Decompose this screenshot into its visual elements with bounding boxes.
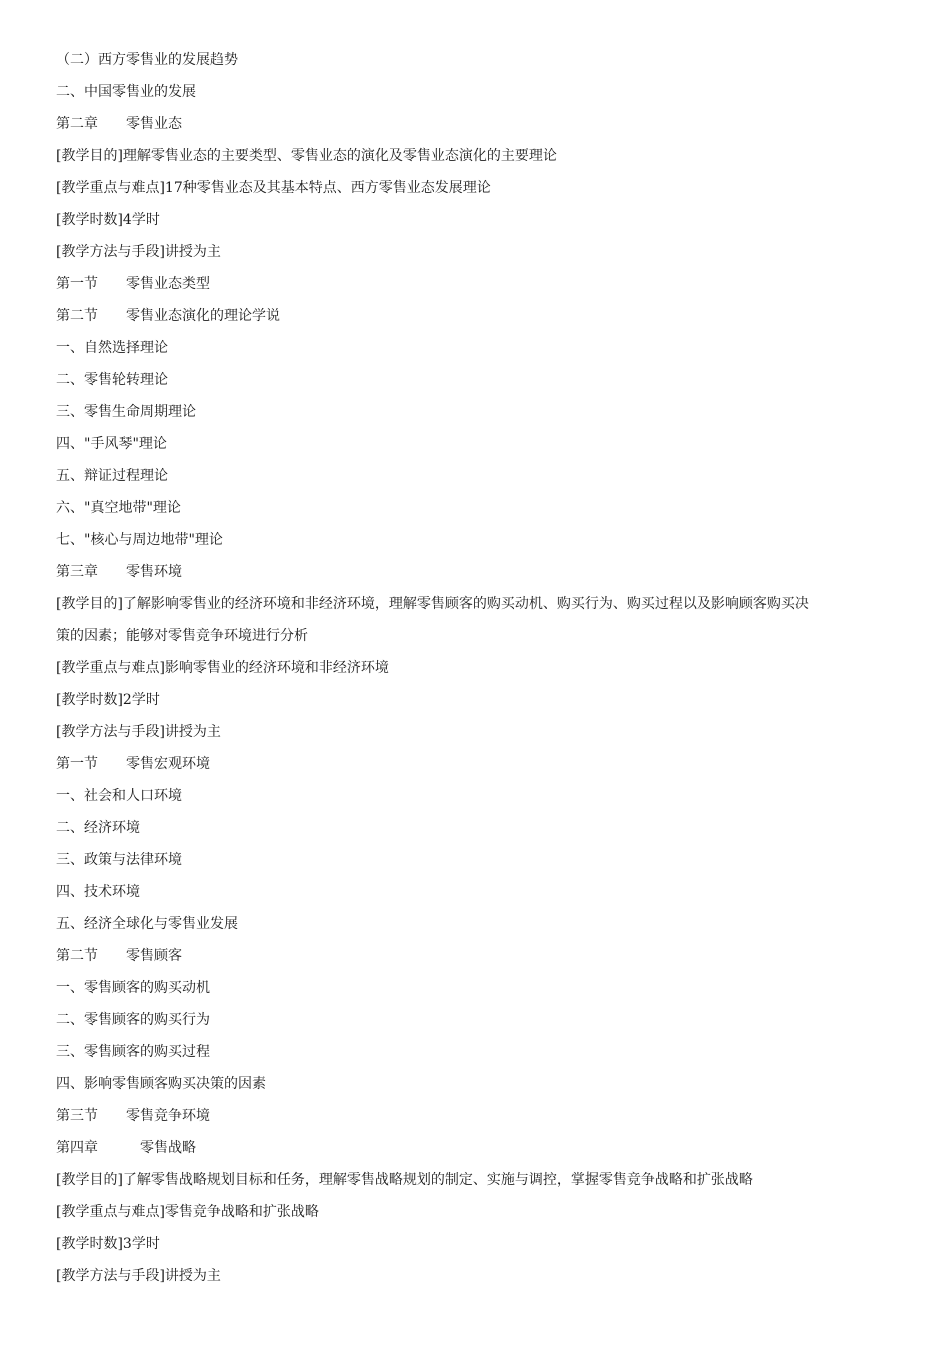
document-line: 七、"核心与周边地带"理论 (56, 532, 223, 548)
document-line: 一、零售顾客的购买动机 (56, 980, 210, 996)
document-line: 第一节 零售宏观环境 (56, 756, 210, 772)
document-line: [教学方法与手段]讲授为主 (56, 1268, 221, 1284)
document-line: 第一节 零售业态类型 (56, 276, 210, 292)
document-line: [教学方法与手段]讲授为主 (56, 724, 221, 740)
document-line: [教学时数]3学时 (56, 1236, 160, 1252)
document-line: 五、辩证过程理论 (56, 468, 168, 484)
document-line: [教学目的]理解零售业态的主要类型、零售业态的演化及零售业态演化的主要理论 (56, 148, 557, 164)
document-line: 三、零售生命周期理论 (56, 404, 196, 420)
document-line: 第二节 零售业态演化的理论学说 (56, 308, 280, 324)
document-line: 第三节 零售竞争环境 (56, 1108, 210, 1124)
document-line: [教学目的]了解零售战略规划目标和任务，理解零售战略规划的制定、实施与调控，掌握零售竞争战略和扩张战略 (56, 1172, 753, 1188)
document-line: 二、中国零售业的发展 (56, 84, 196, 100)
document-line: 一、社会和人口环境 (56, 788, 182, 804)
document-line: 第二章 零售业态 (56, 116, 182, 132)
document-line: 四、技术环境 (56, 884, 140, 900)
document-line: 二、零售轮转理论 (56, 372, 168, 388)
document-line: [教学目的]了解影响零售业的经济环境和非经济环境，理解零售顾客的购买动机、购买行为、购买过程以及影响顾客购买决 (56, 596, 809, 612)
document-body (56, 48, 916, 1296)
document-line: [教学方法与手段]讲授为主 (56, 244, 221, 260)
document-line: 四、"手风琴"理论 (56, 436, 167, 452)
document-line: （二）西方零售业的发展趋势 (56, 52, 238, 68)
document-line: 第四章 零售战略 (56, 1140, 196, 1156)
document-line: 二、经济环境 (56, 820, 140, 836)
document-line: 第二节 零售顾客 (56, 948, 182, 964)
document-line: 六、"真空地带"理论 (56, 500, 181, 516)
document-line: 二、零售顾客的购买行为 (56, 1012, 210, 1028)
document-line: 五、经济全球化与零售业发展 (56, 916, 238, 932)
document-line: 三、政策与法律环境 (56, 852, 182, 868)
document-line: [教学重点与难点]17种零售业态及其基本特点、西方零售业态发展理论 (56, 180, 491, 196)
document-line: [教学重点与难点]影响零售业的经济环境和非经济环境 (56, 660, 389, 676)
document-line: [教学时数]2学时 (56, 692, 160, 708)
document-line: 第三章 零售环境 (56, 564, 182, 580)
document-line: 四、影响零售顾客购买决策的因素 (56, 1076, 266, 1092)
document-line: 策的因素；能够对零售竞争环境进行分析 (56, 628, 308, 644)
document-line: [教学重点与难点]零售竞争战略和扩张战略 (56, 1204, 319, 1220)
document-line: 三、零售顾客的购买过程 (56, 1044, 210, 1060)
document-line: 一、自然选择理论 (56, 340, 168, 356)
document-line: [教学时数]4学时 (56, 212, 160, 228)
